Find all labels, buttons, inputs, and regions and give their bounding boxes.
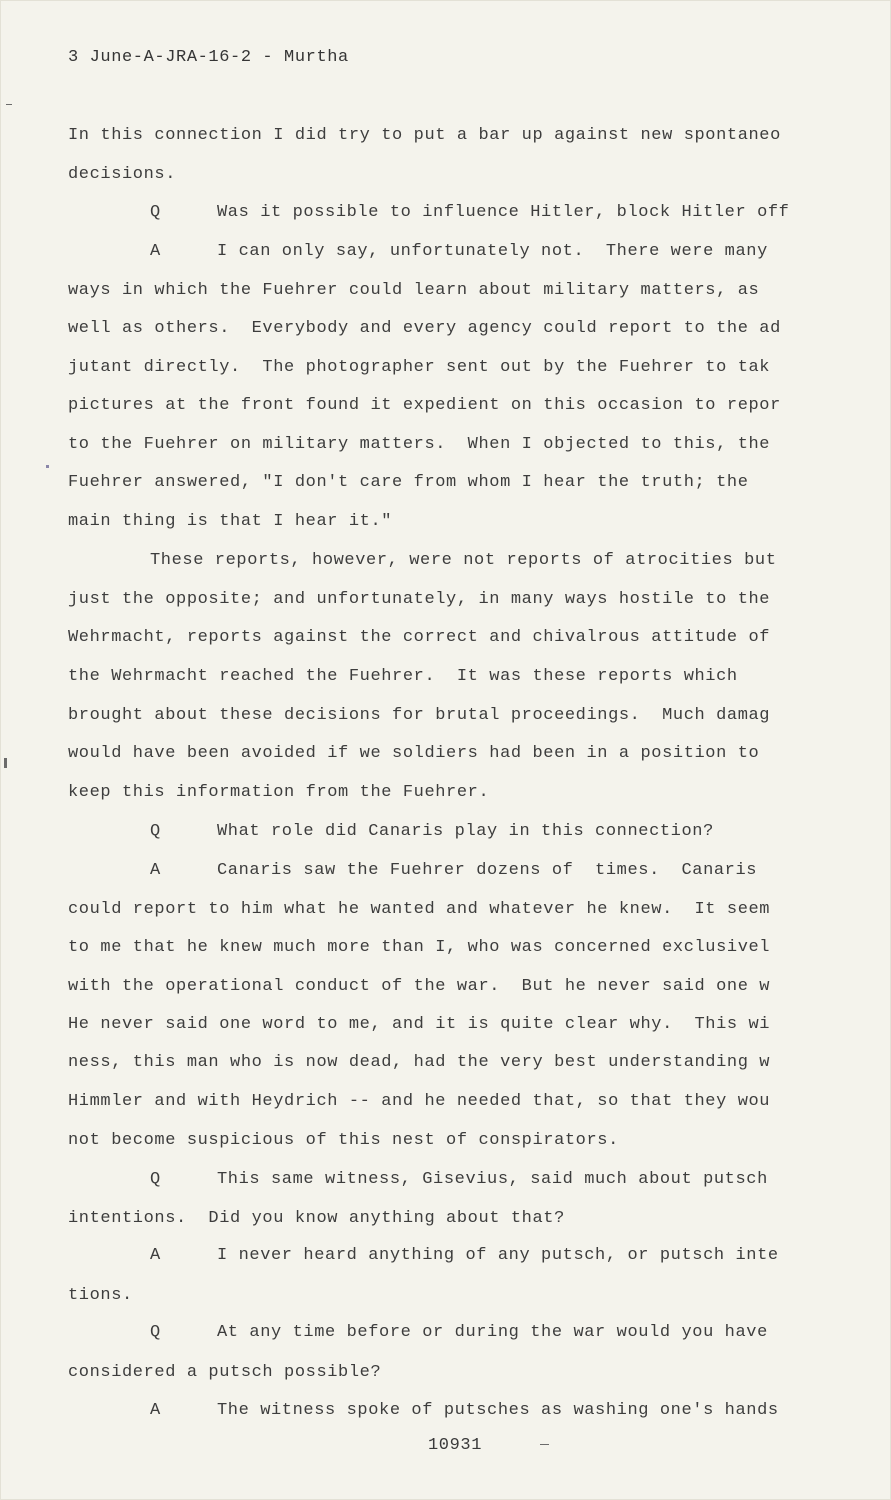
text-line: with the operational conduct of the war. But he never said one w [68,977,771,996]
scan-mark [4,758,7,768]
page-header: 3 June-A-JRA-16-2 - Murtha [68,48,349,67]
answer-marker: A [150,242,161,261]
text-line: considered a putsch possible? [68,1363,382,1382]
text-line: the Wehrmacht reached the Fuehrer. It was these reports which [68,667,738,686]
answer-marker: A [150,1401,161,1420]
answer-marker: A [150,861,161,880]
question-text: What role did Canaris play in this connection? [217,822,714,841]
text-line: main thing is that I hear it." [68,512,393,531]
text-line: He never said one word to me, and it is quite clear why. This wi [68,1015,771,1034]
question-marker: Q [150,1323,161,1342]
text-line: intentions. Did you know anything about that? [68,1209,565,1228]
question-text: At any time before or during the war would you have [217,1323,768,1342]
answer-text: I never heard anything of any putsch, or putsch inte [217,1246,779,1265]
text-line: brought about these decisions for brutal proceedings. Much damag [68,706,771,725]
text-line: ness, this man who is now dead, had the very best understanding w [68,1053,771,1072]
text-line: Wehrmacht, reports against the correct and chivalrous attitude of [68,628,771,647]
text-line: Himmler and with Heydrich -- and he needed that, so that they wou [68,1092,771,1111]
scan-mark [540,1444,549,1445]
text-line: pictures at the front found it expedient on this occasion to repor [68,396,781,415]
scan-mark [46,465,49,468]
answer-text: I can only say, unfortunately not. There were many [217,242,768,261]
question-marker: Q [150,822,161,841]
answer-text: The witness spoke of putsches as washing one's hands [217,1401,779,1420]
text-line: to the Fuehrer on military matters. When I objected to this, the [68,435,771,454]
paragraph-first-line: These reports, however, were not reports of atrocities but [150,551,777,570]
page-number: 10931 [428,1436,483,1455]
text-line: keep this information from the Fuehrer. [68,783,490,802]
text-line: tions. [68,1286,133,1305]
text-line: well as others. Everybody and every agency could report to the ad [68,319,781,338]
question-marker: Q [150,1170,161,1189]
text-line: Fuehrer answered, "I don't care from whom I hear the truth; the [68,473,749,492]
question-text: Was it possible to influence Hitler, block Hitler off [217,203,790,222]
question-marker: Q [150,203,161,222]
answer-marker: A [150,1246,161,1265]
text-line: to me that he knew much more than I, who was concerned exclusivel [68,938,771,957]
question-text: This same witness, Gisevius, said much about putsch [217,1170,768,1189]
text-line: not become suspicious of this nest of conspirators. [68,1131,619,1150]
text-line: would have been avoided if we soldiers had been in a position to [68,744,760,763]
text-line: ways in which the Fuehrer could learn about military matters, as [68,281,760,300]
text-line: just the opposite; and unfortunately, in many ways hostile to the [68,590,771,609]
text-line: decisions. [68,165,177,184]
text-line: jutant directly. The photographer sent out by the Fuehrer to tak [68,358,771,377]
text-line: In this connection I did try to put a bar up against new spontaneo [68,126,781,145]
text-line: could report to him what he wanted and whatever he knew. It seem [68,900,771,919]
scan-mark [6,104,12,105]
answer-text: Canaris saw the Fuehrer dozens of times. Canaris [217,861,758,880]
